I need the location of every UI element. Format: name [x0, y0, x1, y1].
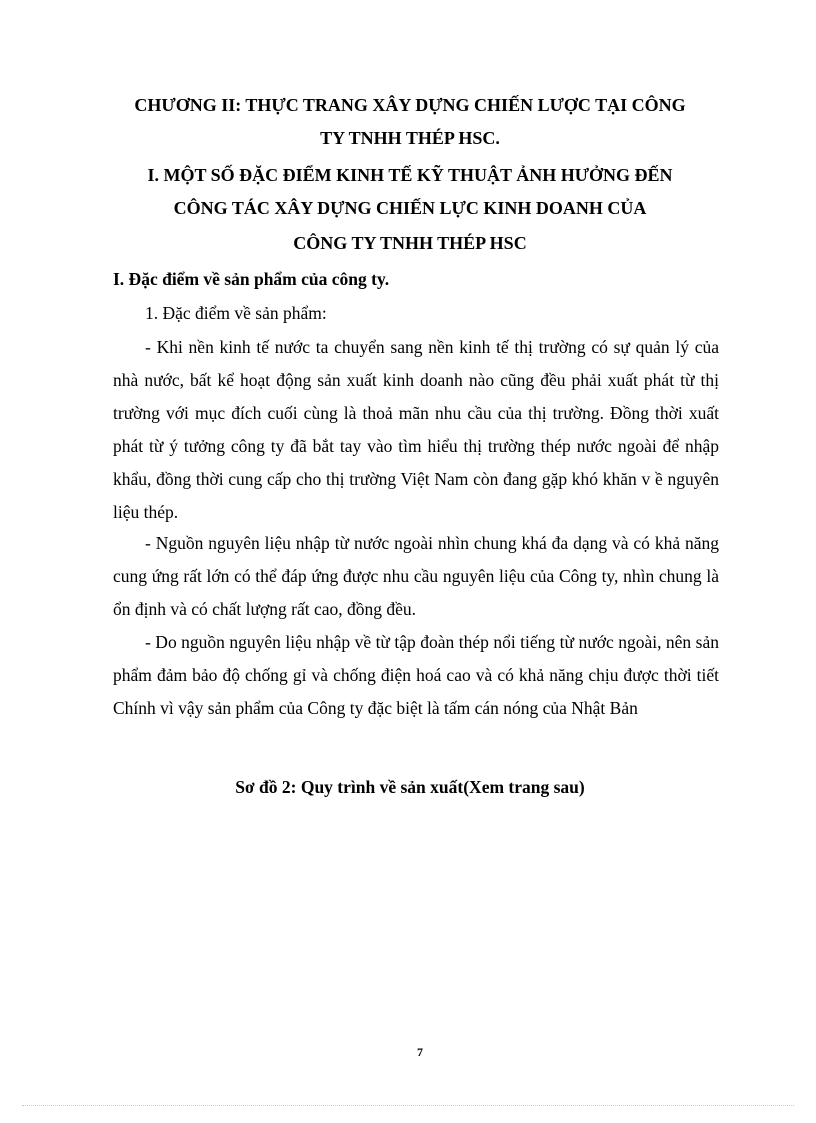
chapter-title-line-1: CHƯƠNG II: THỰC TRANG XÂY DỰNG CHIẾN LƯỢC TẠI CÔNG: [134, 95, 686, 115]
paragraph-3: - Do nguồn nguyên liệu nhập về từ tập đoàn thép nổi tiếng từ nước ngoài, nên sản phẩm đảm bảo độ chống gỉ và chống điện hoá cao và có khả năng chịu được thời tiết Chính vì vậy sản phẩm của Công ty đặc biệt là tấm cán nóng của Nhật Bản: [113, 632, 719, 718]
paragraph-1: - Khi nền kinh tế nước ta chuyển sang nền kinh tế thị trường có sự quản lý của nhà nước, bất kể hoạt động sản xuất kinh doanh nào cũng đều phải xuất phát từ thị trường với mục đích cuối cùng là thoả mãn nhu cầu của thị trường. Đồng thời xuất phát từ ý tưởng công ty đã bắt tay vào tìm hiểu thị trường thép nước ngoài để nhập khẩu, đồng thời cung cấp cho thị trường Việt Nam còn đang gặp khó khăn v ề nguyên liệu thép.: [113, 337, 719, 522]
diagram-caption: Sơ đồ 2: Quy trình về sản xuất(Xem trang sau): [235, 777, 585, 797]
section-heading: I. Đặc điểm về sản phẩm của công ty.: [113, 269, 390, 289]
page-number: 7: [417, 1045, 423, 1059]
section-title-line-2: CÔNG TÁC XÂY DỰNG CHIẾN LỰC KINH DOANH CỦA: [173, 198, 647, 218]
section-title-line-3: CÔNG TY TNHH THÉP HSC: [293, 233, 527, 253]
section-title-line-1: I. MỘT SỐ ĐẶC ĐIỂM KINH TẾ KỸ THUẬT ẢNH HƯỞNG ĐẾN: [147, 165, 673, 185]
chapter-title-line-2: TY TNHH THÉP HSC.: [320, 128, 500, 148]
paragraph-2: - Nguồn nguyên liệu nhập từ nước ngoài nhìn chung khá đa dạng và có khả năng cung ứng rất lớn có thể đáp ứng được nhu cầu nguyên liệu của Công ty, nhìn chung là ổn định và có chất lượng rất cao, đồng đều.: [113, 533, 719, 619]
page-bottom-divider: [22, 1105, 794, 1106]
sub-heading: 1. Đặc điểm về sản phẩm:: [145, 303, 327, 323]
